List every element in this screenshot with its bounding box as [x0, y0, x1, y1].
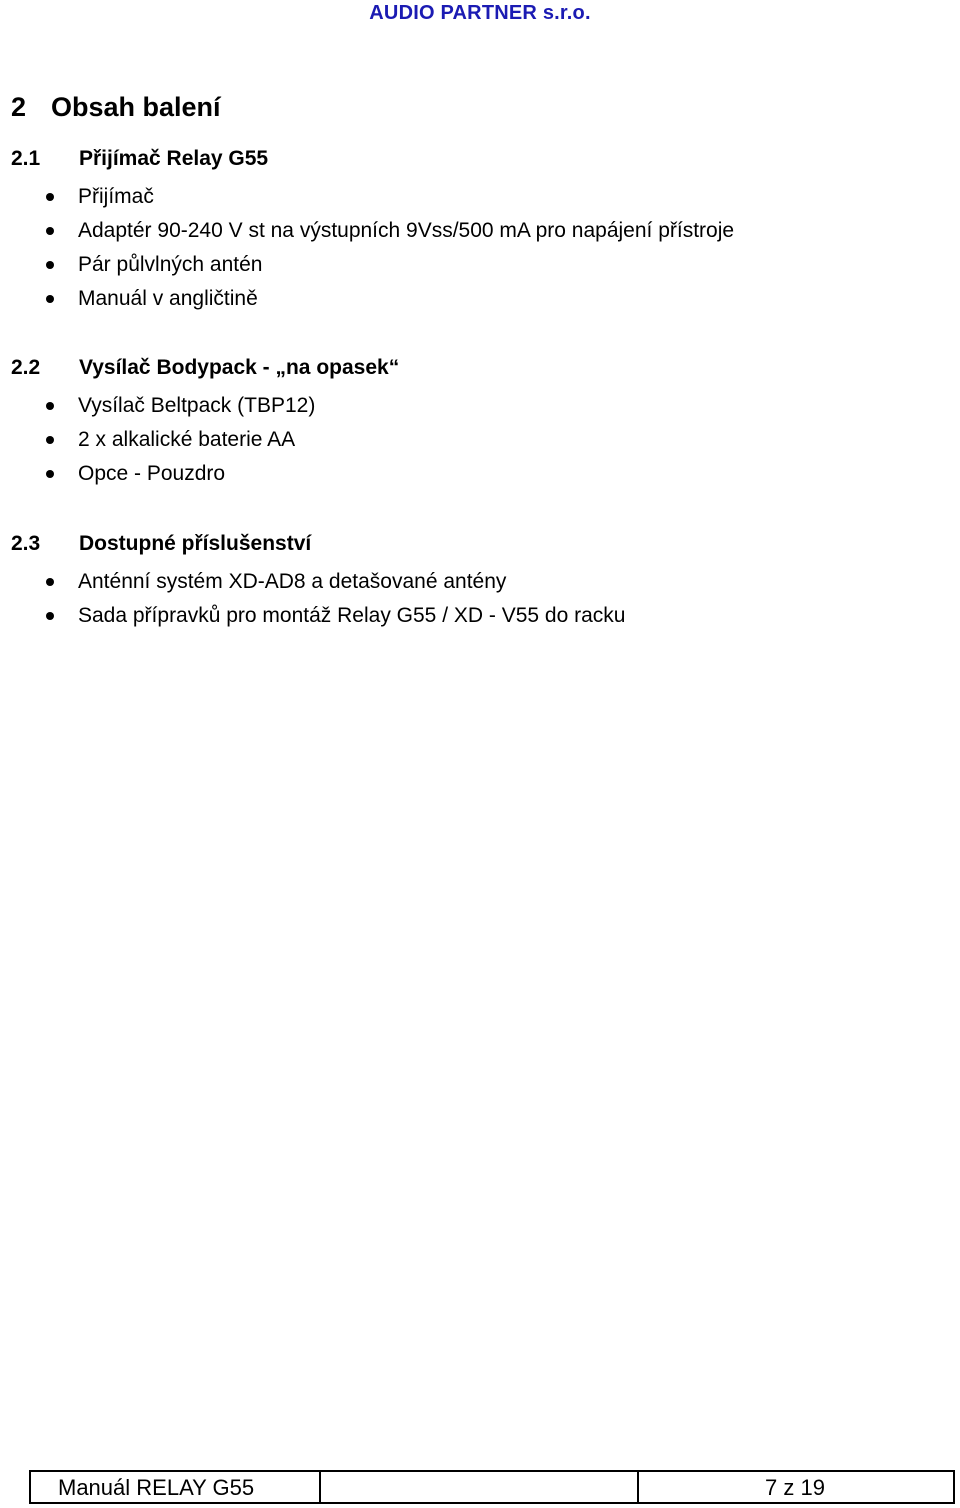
item-list-2-1 — [0, 182, 734, 318]
subsection-title: Dostupné příslušenství — [79, 532, 312, 555]
subsection-number: 2.2 — [11, 356, 41, 379]
list-item: Vysílač Beltpack (TBP12) — [0, 391, 315, 425]
subsection-heading-2-3 — [11, 531, 311, 557]
subsection-heading-2-1 — [11, 146, 268, 172]
list-item: Pár půlvlných antén — [0, 250, 734, 284]
list-item: Opce - Pouzdro — [0, 459, 315, 493]
bullet-icon — [46, 612, 54, 620]
footer-page-number: 7 z 19 — [765, 1475, 825, 1500]
list-item: Sada přípravků pro montáž Relay G55 / XD - V55 do racku — [0, 601, 625, 635]
company-header: AUDIO PARTNER s.r.o. — [369, 2, 591, 24]
subsection-number: 2.3 — [11, 532, 41, 555]
footer-manual-title: Manuál RELAY G55 — [31, 1472, 321, 1502]
bullet-icon — [46, 193, 54, 201]
bullet-icon — [46, 295, 54, 303]
bullet-icon — [46, 402, 54, 410]
bullet-icon — [46, 227, 54, 235]
subsection-title: Přijímač Relay G55 — [79, 147, 269, 170]
footer-empty-cell — [321, 1472, 639, 1502]
bullet-icon — [46, 578, 54, 586]
bullet-icon — [46, 261, 54, 269]
subsection-number: 2.1 — [11, 147, 41, 170]
list-item: Anténní systém XD-AD8 a detašované antény — [0, 567, 625, 601]
list-item: Adaptér 90-240 V st na výstupních 9Vss/500 mA pro napájení přístroje — [0, 216, 734, 250]
list-item: Přijímač — [0, 182, 734, 216]
bullet-icon — [46, 470, 54, 478]
subsection-title: Vysílač Bodypack - „na opasek“ — [79, 356, 400, 379]
section-title: Obsah balení — [51, 92, 221, 122]
list-item: 2 x alkalické baterie AA — [0, 425, 315, 459]
item-list-2-3 — [0, 567, 625, 635]
list-item: Manuál v angličtině — [0, 284, 734, 318]
subsection-heading-2-2 — [11, 355, 399, 381]
page-footer — [29, 1470, 955, 1504]
section-heading — [11, 90, 221, 124]
section-number: 2 — [11, 92, 27, 122]
item-list-2-2 — [0, 391, 315, 493]
bullet-icon — [46, 436, 54, 444]
